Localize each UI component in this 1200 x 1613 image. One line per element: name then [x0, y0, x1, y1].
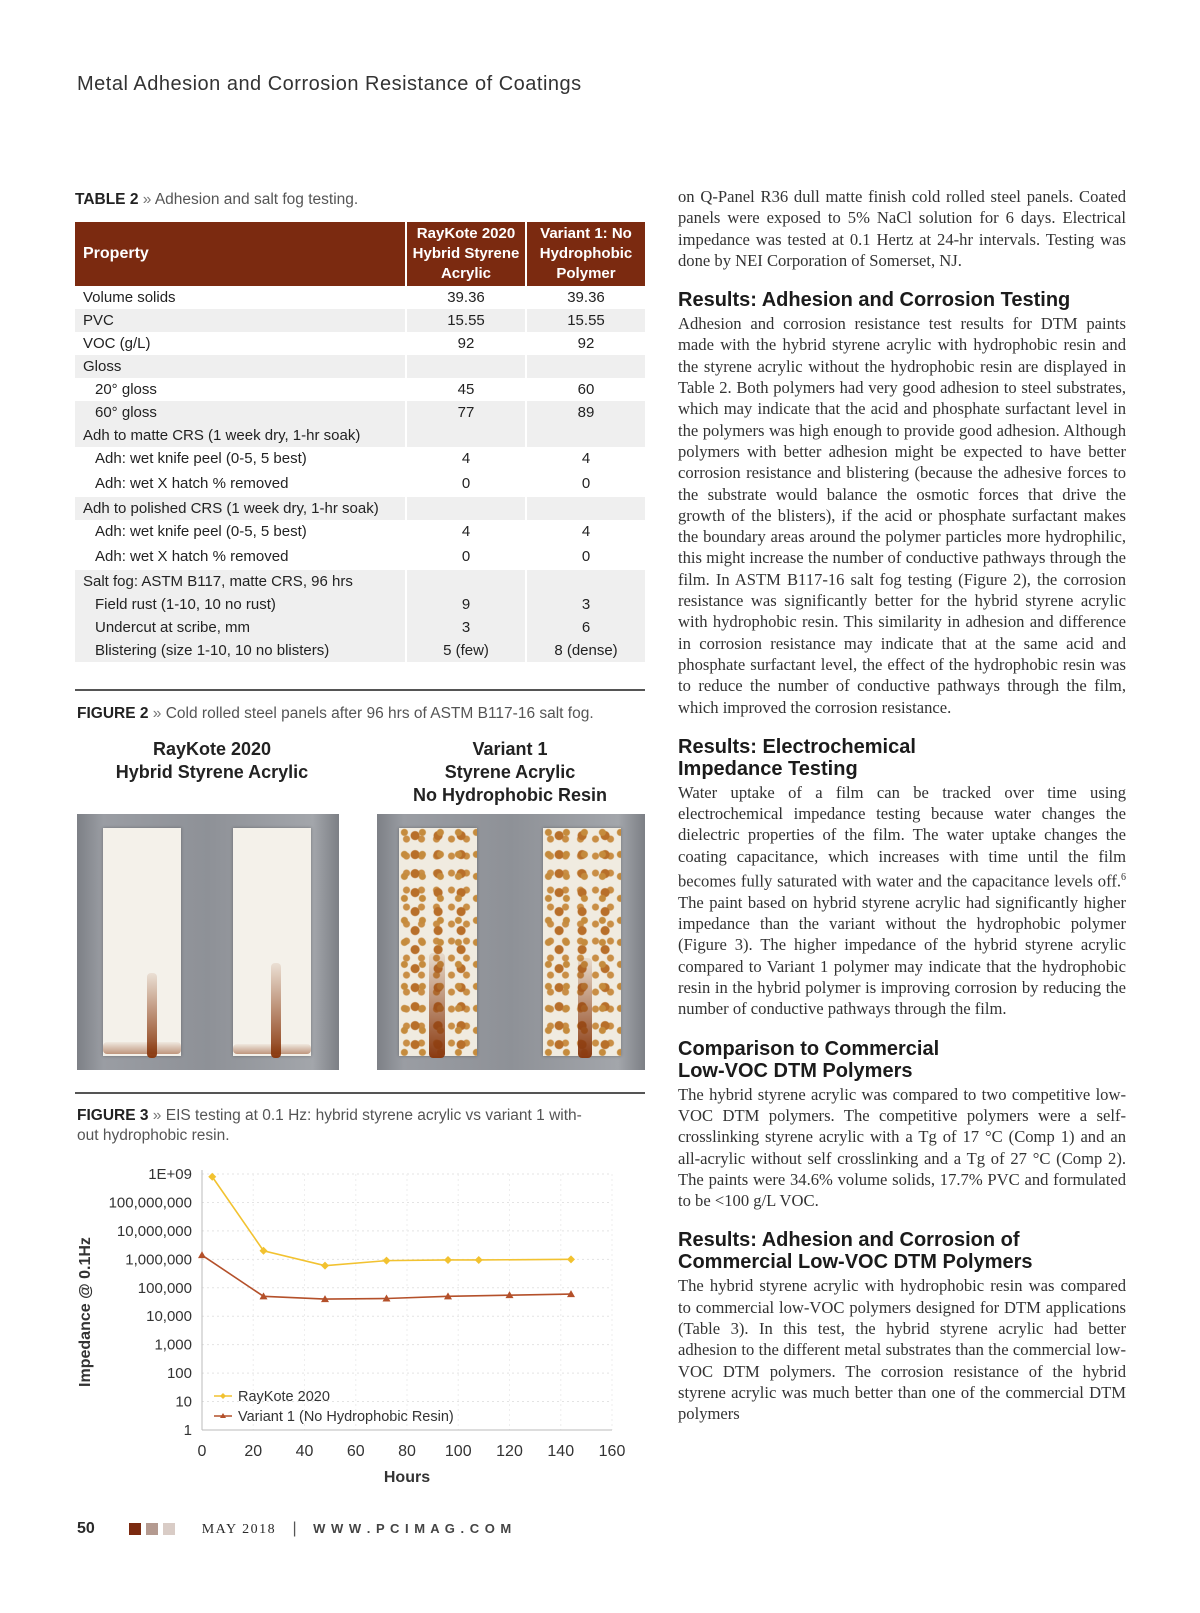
footer-date: MAY 2018: [201, 1522, 277, 1537]
figure2-right-title-line: Variant 1: [472, 739, 548, 759]
table2-header-variant-line: Hydrophobic: [539, 245, 633, 262]
table2: [75, 222, 645, 662]
y-tick-label: 10,000,000: [116, 1222, 192, 1240]
table-cell-raykote: 92: [406, 332, 526, 355]
table-row: [75, 616, 645, 639]
rust-streak: [103, 1042, 181, 1054]
y-tick-label: 100,000: [137, 1279, 192, 1297]
figure2-left-title: [77, 738, 347, 784]
body-text: The paint based on hybrid styrene acrylic had significantly higher impedance than the variant without the hydrophobic polymer (Figure 3). The higher impedance of the hybrid styrene acrylic compared to Variant 1 polymer may indicate that the hydrophobic resin in the hybrid polymer is improving corrosion by reducing the number of conductive pathways through the film.: [678, 892, 1126, 1019]
table-cell-property: Salt fog: ASTM B117, matte CRS, 96 hrs: [75, 570, 406, 593]
x-tick-label: 20: [244, 1443, 263, 1460]
figure3-label: FIGURE 3: [77, 1107, 149, 1124]
table-cell-raykote: 0: [406, 543, 526, 570]
body-paragraph: Adhesion and corrosion resistance test results for DTM paints made with the hybrid styrene acrylic with hydrophobic resin and the styrene acrylic without the hydrophobic resin are displayed in Table 2. Both polymers had very good adhesion to steel substrates, which may indicate that the acid and phosphate surfactant level in the polymers was high enough to provide good adhesion. Although polymers with better adhesion might be expected to have better corrosion resistance and blistering (because the adhesive forces to the substrate would balance the osmotic forces that drive the growth of the blisters), if the acid or phosphate surfactant makes the boundary areas around the polymer particles more hydrophilic, this might increase the number of conductive pathways through the film. In ASTM B117-16 salt fog testing (Figure 2), the corrosion resistance was significantly better for the hybrid styrene acrylic with hydrophobic resin. This similarity in adhesion and difference in corrosion resistance may indicate that at the same acid and phosphate surfactant level, the effect of the hydrophobic resin was to reduce the number of conductive pathways through the film, which improved the corrosion resistance.: [678, 314, 1126, 717]
section-heading-line: Results: Adhesion and Corrosion of: [678, 1229, 1020, 1252]
body-paragraph: The hybrid styrene acrylic was compared to two competitive low-VOC DTM polymers. The competitive polymers were a self-crosslinking styrene acrylic with a Tg of 17 °C (Comp 1) and an all-acrylic without self crosslinking and a Tg of 27 °C (Comp 2). The paints were 34.6% volume solids, 17.7% PVC and formulated to be <100 g/L VOC.: [678, 1084, 1126, 1211]
table-cell-variant: 15.55: [526, 309, 645, 332]
x-tick-label: 140: [547, 1443, 575, 1460]
footer: [77, 1520, 512, 1538]
figure3-arrow: »: [152, 1107, 162, 1124]
figure3-caption-line: out hydrophobic resin.: [77, 1127, 230, 1144]
table-cell-property: Adh to matte CRS (1 week dry, 1-hr soak): [75, 424, 406, 447]
series-line: [212, 1177, 571, 1266]
table-row: [75, 309, 645, 332]
rust-streak: [578, 958, 592, 1058]
table2-header-property: Property: [75, 222, 406, 286]
table2-header-raykote-line: Hybrid Styrene: [412, 245, 520, 262]
x-tick-label: 100: [444, 1443, 472, 1460]
table-row: [75, 401, 645, 424]
figure3-top-rule: [75, 1092, 645, 1094]
table2-caption: [75, 191, 358, 209]
table2-header-variant-line: Polymer: [556, 265, 616, 282]
panel-strip: [399, 828, 477, 1056]
table-cell-variant: 4: [526, 447, 645, 470]
figure3-caption-line: [77, 1106, 647, 1126]
table-row: [75, 378, 645, 401]
table2-body: [75, 286, 645, 662]
table-cell-raykote: [406, 570, 526, 593]
table2-header-raykote-line: RayKote 2020: [416, 225, 516, 242]
table-cell-property: Adh to polished CRS (1 week dry, 1-hr soak): [75, 497, 406, 520]
table-row: [75, 355, 645, 378]
figure2-arrow: »: [152, 705, 162, 722]
table-cell-raykote: [406, 497, 526, 520]
legend-label: RayKote 2020: [238, 1389, 330, 1405]
y-tick-label: 10: [175, 1393, 192, 1411]
table-cell-property: Adh: wet X hatch % removed: [95, 475, 289, 492]
y-tick-label: 100,000,000: [108, 1194, 192, 1212]
table2-header-raykote: [406, 222, 526, 286]
figure2-caption-text: Cold rolled steel panels after 96 hrs of ASTM B117-16 salt fog.: [165, 705, 594, 722]
table-cell-property: Field rust (1-10, 10 no rust): [75, 593, 406, 616]
page-number: 50: [77, 1520, 95, 1537]
section-heading: Results: Adhesion and Corrosion Testing: [678, 289, 1071, 312]
section-heading-line: Comparison to Commercial: [678, 1037, 940, 1060]
footer-square-icon: [146, 1523, 158, 1535]
body-paragraph: on Q-Panel R36 dull matte finish cold rolled steel panels. Coated panels were exposed to 5% NaCl solution for 6 days. Electrical impedance was tested at 0.1 Hertz at 24-hr intervals. Testing was done by NEI Corporation of Somerset, NJ.: [678, 187, 1126, 270]
x-tick-label: 60: [346, 1443, 365, 1460]
table-cell-variant: 39.36: [526, 286, 645, 309]
y-axis-label: Impedance @ 0.1Hz: [77, 1237, 94, 1387]
table-cell-variant: [526, 497, 645, 520]
table-cell-raykote: [406, 355, 526, 378]
section-heading-line: Results: Electrochemical: [678, 735, 916, 758]
x-tick-label: 0: [197, 1443, 207, 1460]
body-paragraph: [678, 782, 1126, 1020]
table-row: [75, 332, 645, 355]
table-row: [75, 497, 645, 520]
footnote-ref: 6: [1121, 872, 1126, 884]
table-cell-variant: 3: [526, 593, 645, 616]
figure2-right-photo: [377, 814, 645, 1070]
table-cell-raykote: 0: [406, 470, 526, 497]
table-cell-raykote: 5 (few): [406, 639, 526, 662]
table2-header-raykote-line: Acrylic: [440, 265, 492, 282]
y-tick-label: 1,000: [154, 1336, 192, 1354]
table-cell-property: Gloss: [75, 355, 406, 378]
figure3-caption-text: EIS testing at 0.1 Hz: hybrid styrene acrylic vs variant 1 with-: [165, 1107, 582, 1124]
figure2-right-title-line: Styrene Acrylic: [444, 762, 576, 782]
y-tick-label: 10,000: [146, 1308, 192, 1326]
table-cell-property: Adh: wet knife peel (0-5, 5 best): [95, 450, 307, 467]
table-cell-property: Undercut at scribe, mm: [75, 616, 406, 639]
table2-arrow: »: [142, 191, 152, 208]
table-cell-variant: 92: [526, 332, 645, 355]
table2-label: TABLE 2: [75, 191, 139, 208]
footer-website: W W W . P C I M A G . C O M: [313, 1521, 513, 1536]
section-heading-line: Low-VOC DTM Polymers: [678, 1059, 913, 1082]
table-cell-variant: 4: [526, 520, 645, 543]
x-tick-label: 80: [398, 1443, 416, 1460]
rust-streak: [233, 1044, 311, 1054]
x-tick-label: 40: [295, 1443, 314, 1460]
x-tick-label: 160: [598, 1443, 626, 1460]
body-text-column: [678, 186, 1126, 1424]
table-cell-variant: [526, 424, 645, 447]
table-row: [75, 424, 645, 447]
table-row: [75, 520, 645, 543]
table-cell-property: Volume solids: [83, 289, 176, 306]
table-cell-raykote: 3: [406, 616, 526, 639]
table-row: [75, 639, 645, 662]
table-cell-raykote: 45: [406, 378, 526, 401]
figure2-left-photo: [77, 814, 339, 1070]
y-tick-label: 100: [166, 1365, 192, 1383]
table-cell-variant: 8 (dense): [526, 639, 645, 662]
footer-square-icon: [129, 1523, 141, 1535]
footer-square-icon: [163, 1523, 175, 1535]
data-point: [321, 1262, 329, 1270]
section-heading: [678, 1038, 1126, 1082]
data-point: [567, 1255, 575, 1263]
data-point: [444, 1256, 452, 1264]
table-cell-variant: [526, 355, 645, 378]
table2-caption-text: Adhesion and salt fog testing.: [154, 191, 359, 208]
table-cell-raykote: 9: [406, 593, 526, 616]
section-heading-line: Impedance Testing: [678, 757, 858, 780]
section-heading: [678, 1229, 1126, 1273]
body-paragraph: The hybrid styrene acrylic with hydrophobic resin was compared to commercial low-VOC polymers designed for DTM applications (Table 3). In this test, the hybrid styrene acrylic had better adhesion to the different metal substrates than the commercial low-VOC DTM polymers. The corrosion resistance of the hybrid styrene acrylic was much better than one of the commercial DTM polymers: [678, 1276, 1126, 1424]
table-cell-raykote: 4: [406, 447, 526, 470]
footer-separator: |: [292, 1520, 297, 1537]
table-row: [75, 447, 645, 470]
table-cell-raykote: [406, 424, 526, 447]
figure2-label: FIGURE 2: [77, 705, 149, 722]
table-cell-raykote: 77: [406, 401, 526, 424]
table-cell-property: 20° gloss: [95, 381, 157, 398]
table-row: [75, 593, 645, 616]
figure2-right-title-line: No Hydrophobic Resin: [412, 785, 607, 805]
data-point: [475, 1256, 483, 1264]
table2-header-variant: [526, 222, 645, 286]
eis-chart: [70, 1150, 660, 1540]
data-point: [383, 1257, 391, 1265]
panel-strip: [543, 828, 621, 1056]
running-header: Metal Adhesion and Corrosion Resistance of Coatings: [77, 73, 582, 95]
table-cell-property: VOC (g/L): [83, 335, 151, 352]
legend-marker: [220, 1393, 226, 1399]
data-point: [198, 1251, 206, 1258]
body-text: Water uptake of a film can be tracked over time using electrochemical impedance testing because water changes the dielectric properties of the film. The water uptake changes the coating capacitance, which increases with time until the film becomes fully saturated with water and the capacitance levels off.: [678, 782, 1126, 891]
table-cell-variant: 89: [526, 401, 645, 424]
table-cell-property: Adh: wet X hatch % removed: [95, 548, 289, 565]
figure2-right-title: [375, 738, 645, 807]
y-tick-label: 1: [183, 1422, 192, 1439]
section-heading-line: Commercial Low-VOC DTM Polymers: [678, 1251, 1033, 1274]
section-heading: [678, 736, 1126, 780]
table-row: [75, 470, 645, 497]
table-row: [75, 543, 645, 570]
table-cell-raykote: 39.36: [406, 286, 526, 309]
y-tick-label: 1E+09: [148, 1166, 192, 1183]
legend-label: Variant 1 (No Hydrophobic Resin): [238, 1409, 454, 1425]
table2-header-variant-line: Variant 1: No: [540, 225, 632, 242]
table-row: [75, 570, 645, 593]
table-cell-raykote: 15.55: [406, 309, 526, 332]
table-cell-variant: 60: [526, 378, 645, 401]
rust-streak: [429, 953, 445, 1058]
x-axis-label: Hours: [383, 1469, 431, 1486]
table-cell-property: PVC: [75, 309, 406, 332]
table-cell-variant: [526, 570, 645, 593]
panel-strip: [103, 828, 181, 1056]
table-cell-variant: 6: [526, 616, 645, 639]
table-cell-raykote: 4: [406, 520, 526, 543]
table-cell-property: Adh: wet knife peel (0-5, 5 best): [95, 523, 307, 540]
figure2-caption: [77, 705, 594, 723]
table-cell-property: 60° gloss: [75, 401, 406, 424]
y-tick-label: 1,000,000: [125, 1251, 192, 1269]
figure2-left-title-line: Hybrid Styrene Acrylic: [115, 762, 309, 782]
panel-strip: [233, 828, 311, 1056]
table-cell-variant: 0: [526, 470, 645, 497]
table-row: [75, 286, 645, 309]
table-cell-property: Blistering (size 1-10, 10 no blisters): [75, 639, 406, 662]
figure3-caption: [77, 1106, 647, 1146]
figure2-left-title-line: RayKote 2020: [152, 739, 272, 759]
x-tick-label: 120: [496, 1443, 523, 1460]
table-cell-variant: 0: [526, 543, 645, 570]
figure2-top-rule: [75, 689, 645, 691]
